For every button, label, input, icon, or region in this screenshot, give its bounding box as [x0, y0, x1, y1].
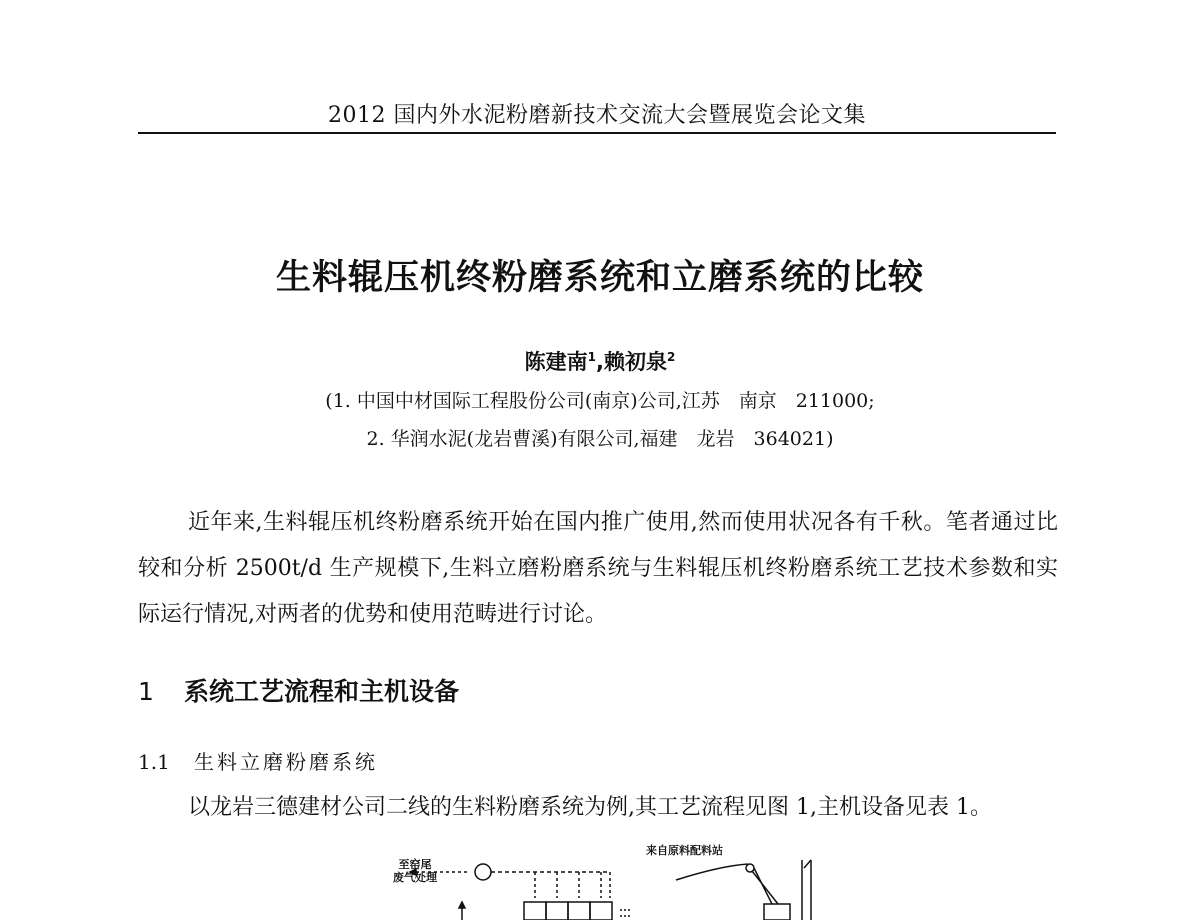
fan-icon — [475, 864, 491, 880]
section-heading — [138, 672, 459, 708]
author-affiliation-mark: 2 — [666, 350, 676, 364]
collector-chamber — [524, 902, 546, 920]
subsection-number: 1.1 — [138, 750, 170, 774]
collector-chamber — [546, 902, 568, 920]
abstract: 近年来,生料辊压机终粉磨系统开始在国内推广使用,然而使用状况各有千秋。笔者通过比较和分析 2500t/d 生产规模下,生料立磨粉磨系统与生料辊压机终粉磨系统工艺技术参数和实际运行情况,对两者的优势和使用范畴进行讨论。 — [138, 510, 1058, 627]
figure-label-source: 来自原料配料站 — [646, 844, 723, 857]
collector-chamber — [568, 902, 590, 920]
body-paragraph: 以龙岩三德建材公司二线的生料粉磨系统为例,其工艺流程见图 1,主机设备见表 1。 — [188, 795, 992, 820]
feed-conveyor — [676, 864, 748, 880]
subsection-title: 生料立磨粉磨系统 — [194, 750, 378, 774]
affiliation: (1. 中国中材国际工程股份公司(南京)公司,江苏 南京 211000; — [325, 390, 875, 412]
section-title: 系统工艺流程和主机设备 — [184, 677, 460, 706]
feed-bin — [764, 904, 790, 920]
conveyor-pulley — [746, 864, 754, 872]
process-flow-figure — [370, 838, 830, 920]
paper-title: 生料辊压机终粉磨系统和立磨系统的比较 — [275, 258, 924, 298]
header-rule — [138, 132, 1056, 134]
author-name: 陈建南 — [524, 350, 588, 374]
running-header: 2012 国内外水泥粉磨新技术交流大会暨展览会论文集 — [328, 103, 866, 128]
author-separator: , — [596, 350, 604, 374]
subsection-heading — [138, 746, 378, 775]
author-affiliation-mark: 1 — [587, 350, 596, 364]
author-name: 赖初泉 — [603, 350, 667, 374]
affiliation: 2. 华润水泥(龙岩曹溪)有限公司,福建 龙岩 364021) — [366, 428, 834, 450]
collector-chamber — [590, 902, 612, 920]
author-line — [0, 346, 1200, 376]
figure-label-exhaust: 至窑尾 废气处理 — [393, 858, 437, 884]
section-number: 1 — [138, 677, 154, 706]
